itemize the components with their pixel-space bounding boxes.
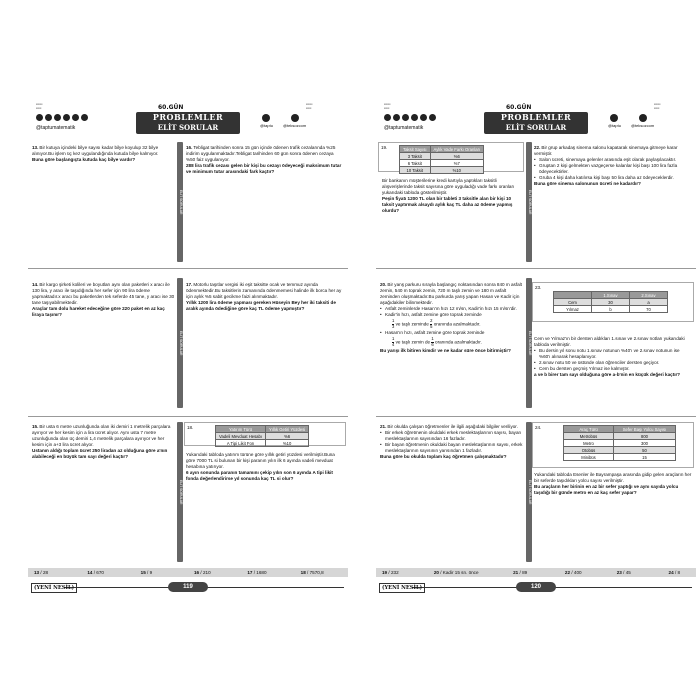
brand-label: (YENİ NESİL): [31, 583, 77, 593]
social-icon: [411, 114, 418, 121]
investment-table: Yatırım Türü Yıllık Getiri Yüzdesi Vadeli Mevduat Hesabı %6 A Tipi Likit Fon %10: [215, 425, 309, 447]
social-icon: [45, 114, 52, 121]
title-banner: [136, 112, 240, 134]
side-strip: ELİT SORULAR: [177, 142, 183, 262]
condition-list: • Salon ücreti, sinemaya gelenler arasında eşit olarak paylaşılacaktır. • Gruptan 2 kişi gelmekten vazgeçerse kalanlar kişi başı 100 lira fazla ödeyecektirler. • Gruba 4 kişi daha katılırsa kişi başı 50 lira daha az ödeyeceklerdir.: [534, 157, 692, 181]
question-15: 15.Bir usta 6 metre uzunluğunda olan iki demiri 1 metrelik parçalara ayırıyor ve her kesim için a lira ücret alıyor. Aynı usta 7 metre uzunluğunda olan üç demiri 1,4 metrelik parçalara ayırıyor ve her kesim için a+3 lira ücret alıyor. Ustanın aldığı toplam ücret 250 liradan az olduğuna göre a'nın alabileceği en büyük tam sayı değeri kaçtır?: [32, 424, 171, 459]
day-label: 60.GÜN: [506, 104, 532, 111]
divider: [28, 268, 348, 269]
question-13: 13.Bir kutuya içindeki bilye sayısı kadar bilye koyulup 32 bilye alınıyor.Bu işlem üç kez uygulandığında kutuda bilye kalmıyor. Buna göre başlangıçta kutuda kaç bilye vardır?: [32, 145, 159, 162]
social-teksoz: @teksozcom: [631, 114, 654, 128]
social-taptu: @taptu: [608, 114, 621, 128]
answer: 24 / 8: [668, 570, 681, 575]
page-left: [28, 98, 348, 598]
header-small-text-right: ▪▪▪▪▪▪ ▪▪▪▪▪: [654, 102, 661, 110]
social-icon: [393, 114, 400, 121]
question-21: 21.Bir okulda çalışan öğretmenler ile ilgili aşağıdaki bilgiler veriliyor. • Bir erkek öğretmenin okuldaki erkek meslektaşlarının sayısı, bayan meslektaşlarının sayısından 16 fazladır. • Bir bayan öğretmenin okuldaki bayan meslektaşlarının sayısı, erkek meslektaşlarının sayısının yarısından 1 fazladır. Buna göre bu okulda toplam kaç öğretmen çalışmaktadır?: [380, 424, 525, 460]
taptu-icon: [610, 114, 618, 122]
banner-subtitle: ELİT SORULAR: [505, 123, 567, 132]
social-icon: [402, 114, 409, 121]
question-23: Cem ve Yılmaz'ın bir dersten aldıkları 1.sınav ve 2.sınav notları yukarıdaki tabloda verilmiştir. • Bu dersin yıl sonu notu 1.sınav notunun %40'ı ve 2.sınav notunun ise %60'ı alınarak hesaplanıyor. • 2.sınav notu 50 ve üstünde olan öğrenciler dersten geçiyor. • Cem bu dersten geçmiş Yılmaz ise kalmıştır. a ve b birer tam sayı olduğuna göre a-b'nin en küçük değeri kaçtır?: [534, 336, 692, 378]
vehicle-table: Araç Türü Sefer Başı Yolcu Sayısı Metrobüs 800 Metro 300 Otobüs 50 Minibüs 15: [563, 425, 676, 461]
question-16: 16.Tebligat tarihinden sonra 15 gün içinde ödenen trafik cezalarında %25 indirim uygulanmaktadır.Tebligat tarihinden 60 gün sonra ödenen cezaya %50 faiz uygulanıyor. 288 lira trafik cezası gelen bir kişi bu cezayı ödeyeceği maksimum tutar ve minimum tutar arasındaki fark kaçtır?: [186, 145, 342, 174]
answer: 22 / 400: [564, 570, 582, 575]
answer: 13 / 28: [34, 570, 49, 575]
social-icon: [81, 114, 88, 121]
page-right: [376, 98, 696, 598]
answer: 23 / 45: [616, 570, 631, 575]
social-teksoz: @teksozcom: [283, 114, 306, 128]
fraction: $\frac{1}{4}$: [392, 336, 395, 347]
social-icon: [63, 114, 70, 121]
question-17: 17.Motorlu taşıtlar vergisi iki eşit taksitte ocak ve temmuz ayında ödenmektedir.Bu taksitlerin zamanında ödenmemesi halinde ilk borca her ay için aylık %5 sabit gecikme faizi alınmaktadır. Yıllık 1200 lira ödeme yapması gereken Hüseyin Bey her iki taksiti de aralık ayında ödediğine göre kaç TL ödeme yapmıştır?: [186, 282, 342, 311]
question-19: Bir bankanın müşterilerine kredi kartıyla yaptıkları taksitli alışverişlerinde taksit sayısına göre uyguladığı vade farkı oranları yukarıdaki tabloda gösterilmiştir. Peşin fiyatı 1200 TL olan bir tableti 3 taksitle alan bir kişi 10 taksit yaptırmak alsaydı aylık kaç TL daha az ödeme yapmış olurdu?: [382, 178, 515, 213]
taptu-icon: [262, 114, 270, 122]
social-icon: [429, 114, 436, 121]
question-24-table-box: 24. Araç Türü Sefer Başı Yolcu Sayısı Metrobüs 800 Metro 300 Otobüs 50 Minibüs 15: [532, 422, 694, 468]
answer: 21 / 89: [513, 570, 528, 575]
question-18-table-box: 18. Yatırım Türü Yıllık Getiri Yüzdesi Vadeli Mevduat Hesabı %6 A Tipi Likit Fon %10: [184, 422, 346, 446]
answer: 14 / 670: [87, 570, 104, 575]
answer: 16 / 210: [193, 570, 211, 575]
social-icon: [54, 114, 61, 121]
side-strip: ELİT SORULAR: [177, 422, 183, 562]
installment-table: Taksit Sayısı Aylık Vade Farkı Oranları 3 Taksit %6 6 Taksit %7 10 Taksit %10: [399, 145, 484, 174]
side-strip: ELİT SORULAR: [526, 142, 532, 262]
question-24: Yukarıdaki tabloda Esenler ile Bayrampaşa arasında gidip gelen araçların her bir seferde taşıdıkları yolcu sayısı verilmiştir. Bu araçların her birinin en az bir sefer yaptığı ve aynı sayıda yolcu taşıdığı bir günde metro en az kaç sefer yapar?: [534, 472, 692, 495]
day-label: 60.GÜN: [158, 104, 184, 111]
page-number: 120: [516, 582, 556, 592]
page-footer: [376, 582, 696, 594]
brand-label: (YENİ NESİL): [379, 583, 425, 593]
question-18: Yukarıdaki tabloda yatırım türüne göre yıllık getiri yüzdesi verilmiştir.Buna göre 7000 TL si bulunan bir kişi paranın yılın ilk 6 ayında vadeli mevduat hesabına yatırıyor. 6 ayın sonunda paranın tamamını çekip yılın son 6 ayında A tipi likit fonda değerlendirirse yıl sonunda kaç TL si olur?: [186, 452, 335, 481]
teksoz-icon: [291, 114, 299, 122]
page-header: [28, 98, 348, 136]
fraction: $\frac{1}{6}$: [431, 336, 434, 347]
page-header: [376, 98, 696, 136]
handle: @taptumatematik: [36, 125, 76, 131]
banner-title: PROBLEMLER: [152, 112, 224, 122]
exam-table: 1.Sınav 2.Sınav Cem 30 a Yılmaz b 70: [553, 291, 668, 313]
condition-list: • Bu dersin yıl sonu notu 1.sınav notunun %40'ı ve 2.sınav notunun ise %60'ı alınarak hesaplanıyor. • 2.sınav notu 50 ve üstünde olan öğrenciler dersten geçiyor. • Cem bu dersten geçmiş Yılmaz ise kalmıştır.: [534, 348, 692, 372]
teksoz-icon: [639, 114, 647, 122]
banner-subtitle: ELİT SORULAR: [157, 123, 219, 132]
answer: 17 / 1680: [247, 570, 267, 575]
divider: [28, 416, 348, 417]
title-banner: [484, 112, 588, 134]
header-small-text: ▪▪▪▪▪▪ ▪▪▪▪▪: [384, 102, 391, 110]
question-19-table-box: 19. Taksit Sayısı Aylık Vade Farkı Oranları 3 Taksit %6 6 Taksit %7 10 Taksit %10: [378, 142, 524, 172]
page-footer: [28, 582, 348, 594]
handle: @taptumatematik: [384, 125, 424, 131]
answer: 19 / 232: [382, 570, 399, 575]
answer-key: [28, 568, 348, 577]
answer: 18 / 7570,8: [300, 570, 324, 575]
divider: [376, 268, 696, 269]
header-small-text: ▪▪▪▪▪▪ ▪▪▪▪▪: [36, 102, 43, 110]
fraction: $\frac{2}{5}$: [430, 318, 433, 329]
social-icons: [384, 114, 436, 121]
header-small-text-right: ▪▪▪▪▪▪ ▪▪▪▪▪: [306, 102, 313, 110]
question-22: 22.Bir grup arkadaş sinema salonu kapatarak sinemaya gitmeye karar vermiştir. • Salon ücreti, sinemaya gelenler arasında eşit olarak paylaşılacaktır. • Gruptan 2 kişi gelmekten vazgeçerse kalanlar kişi başı 100 lira fazla ödeyecektirler. • Gruba 4 kişi daha katılırsa kişi başı 50 lira daha az ödeyeceklerdir. Buna göre sinema salonunun ücreti ne kadardır?: [534, 145, 692, 187]
fraction: $\frac{1}{3}$: [392, 318, 395, 329]
side-strip: ELİT SORULAR: [526, 422, 532, 562]
condition-list: • Bir erkek öğretmenin okuldaki erkek meslektaşlarının sayısı, bayan meslektaşlarının sayısından 16 fazladır. • Bir bayan öğretmenin okuldaki bayan meslektaşlarının sayısı, erkek meslektaşlarının sayısının yarısından 1 fazladır.: [380, 430, 525, 454]
condition-list: • Asfalt zeminlerde Hasan'ın hızı 12 m/sn, Kadir'in hızı 15 m/sn'dir. • Kadir'in hızı, asfalt zemine göre toprak zeminde: [380, 306, 525, 318]
answer: 15 / 9: [140, 570, 153, 575]
question-14: 14.Bir kargo şirketi kolileri ve boyutları aynı olan paketleri x aracı ile 130 lira, y aracı ile taşıdığında her sefer için 90 lira ödeme yapmaktadır.x aracı bu paketlerden tek seferde 45 tane, y aracı ise 30 tane taşıyabilmektedir. Araçlar tam dolu hareket edeceğine göre 220 paket en az kaç liraya taşınır?: [32, 282, 175, 317]
answer-key: [376, 568, 696, 577]
right-socials: [260, 114, 306, 128]
answer: 20 / Kadir 15 sn. önce: [433, 570, 479, 575]
social-icon: [420, 114, 427, 121]
social-taptu: @taptu: [260, 114, 273, 128]
social-icon: [36, 114, 43, 121]
banner-title: PROBLEMLER: [500, 112, 572, 122]
social-icon: [384, 114, 391, 121]
side-strip: ELİT SORULAR: [177, 278, 183, 408]
side-strip: ELİT SORULAR: [526, 278, 532, 408]
page-number: 119: [168, 582, 208, 592]
divider: [376, 416, 696, 417]
social-icon: [72, 114, 79, 121]
question-20: 20.Bir yanş parkuru sırayla başlangıç noktasından sonra 840 m asfalt zemin, 540 m toprak zemin, 720 m taşlı zemin ve 180 m asfalt zeminden oluşmaktadır.Bu parkurda yarış yapan Hasan ve Kadir için aşağıdakiler bilinmektedir. • Asfalt zeminlerde Hasan'ın hızı 12 m/sn, Kadir'in hızı 15 m/sn'dir. • Kadir'in hızı, asfalt zemine göre toprak zeminde $\frac{1}{3}$ ve taşlı zeminde $\frac{2}{5}$ oranında azalmaktadır. • Hasan'ın hızı, asfalt zemine göre toprak zeminde $\frac{1}{4}$ ve taşlı zemin de $\frac{1}{6}$ oranında azalmaktadır. Bu yarışı ilk bitiren kimdir ve ne kadar süre önce bitirmiştir?: [380, 282, 525, 354]
right-socials: [608, 114, 654, 128]
social-icons: [36, 114, 88, 121]
question-23-table-box: 23. 1.Sınav 2.Sınav Cem 30 a Yılmaz b 70: [532, 282, 694, 322]
